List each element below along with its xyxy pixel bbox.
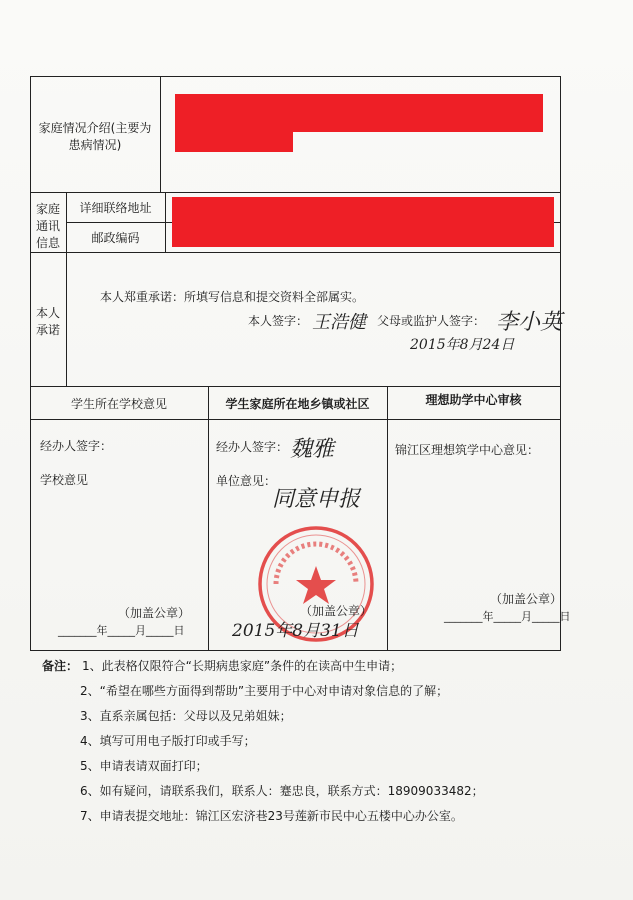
community-handler-signature: 魏雅 [290,437,335,462]
school-seal-note: （加盖公章） [118,606,191,620]
col-divider-family [160,76,161,192]
note-item: 2、“希望在哪些方面得到帮助”主要用于中心对申请对象信息的了解； [80,684,449,698]
family-label-line1: 家庭情况介绍(主要为 [38,121,152,135]
note-item: 5、申请表请双面打印； [80,759,208,773]
address-label: 详细联络地址 [79,201,152,215]
center-review-header: 理想助学中心审核 [425,393,522,407]
row-divider-4 [30,419,561,420]
redaction-block [172,197,554,247]
notes-lead: 备注： [42,659,79,673]
col-divider-opinion-1 [208,386,209,650]
note-item: 7、申请表提交地址：锦江区宏济巷23号莲新市民中心五楼中心办公室。 [80,809,463,823]
redaction-block [175,130,293,152]
table-right-border [560,76,561,650]
note-item: 1、此表格仅限符合“长期病患家庭”条件的在读高中生申请； [82,659,403,673]
col-divider-group [66,192,67,386]
community-date: 2015年8月31日 [232,621,359,641]
self-sign-label: 本人签字： [248,314,309,328]
guardian-sign-label: 父母或监护人签字： [377,314,486,328]
row-divider-2 [30,252,561,253]
family-label-line2: 患病情况) [68,138,122,152]
guardian-signature: 李小英 [496,310,563,335]
school-handler-label: 经办人签字： [40,439,113,453]
pledge-statement: 本人郑重承诺：所填写信息和提交资料全部属实。 [100,290,365,304]
postcode-label: 邮政编码 [91,231,140,245]
contact-group-line2: 通讯 [35,219,60,233]
center-seal-note: （加盖公章） [490,592,563,606]
community-unit-label: 单位意见： [216,474,277,488]
note-item: 3、直系亲属包括：父母以及兄弟姐妹； [80,709,292,723]
col-divider-contact [165,192,166,252]
table-left-border [30,76,31,650]
note-item: 6、如有疑问，请联系我们，联系人：蹇忠良，联系方式：18909033482； [80,784,484,798]
community-handler-label: 经办人签字： [216,440,289,454]
center-opinion-label: 锦江区理想筑学中心意见： [395,443,540,457]
community-unit-opinion: 同意申报 [272,487,361,512]
community-opinion-header: 学生家庭所在地乡镇或社区 [225,397,370,411]
school-date: _______年_____月_____日 [58,624,185,637]
redaction-block [175,94,543,132]
contact-group-line1: 家庭 [35,202,60,216]
pledge-date: 2015年8月24日 [410,337,515,353]
community-seal-note: （加盖公章） [300,604,373,618]
table-bottom-border [30,650,561,651]
school-opinion-label: 学校意见 [40,473,89,487]
row-divider-3 [30,386,561,387]
row-divider-1 [30,192,561,193]
pledge-group-line2: 承诺 [35,323,60,337]
center-date: _______年_____月_____日 [444,610,571,623]
self-signature: 王浩健 [312,312,366,333]
note-item: 4、填写可用电子版打印或手写； [80,734,256,748]
col-divider-opinion-2 [387,386,388,650]
pledge-group-line1: 本人 [35,306,60,320]
school-opinion-header: 学生所在学校意见 [70,397,167,411]
contact-group-line3: 信息 [35,236,60,250]
table-top-border [30,76,561,77]
